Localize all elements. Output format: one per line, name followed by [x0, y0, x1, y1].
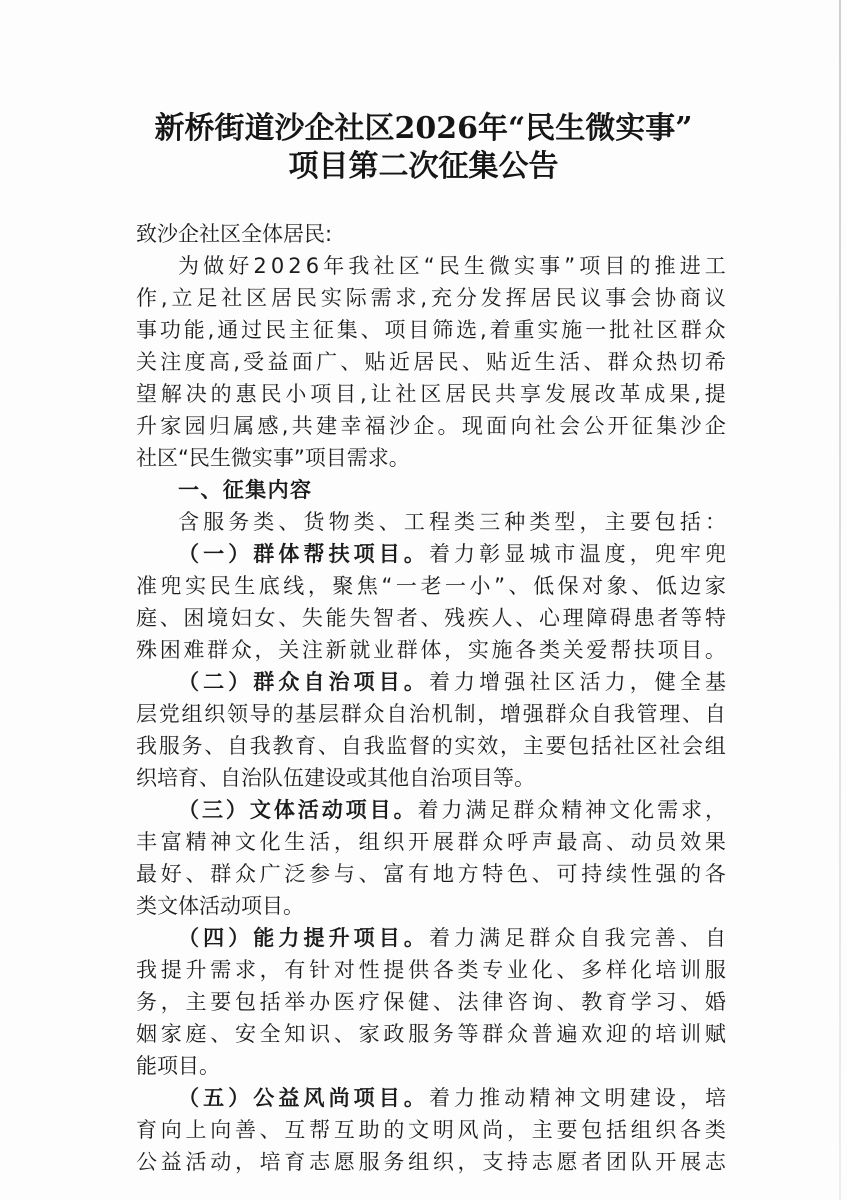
document-title-line-1: 新桥街道沙企社区2026年“民生微实事”: [154, 111, 693, 146]
body-line: 我 服 务 、 自 我 教 育 、 自 我 监 督 的 实 效 ， 主 要 包 括 社 区 社 会 组: [136, 734, 726, 758]
body-line: 最 好 、 群 众 广 泛 参 与 、 富 有 地 方 特 色 、 可 持 续 性 强 的 各: [136, 862, 726, 886]
document-body: [136, 218, 726, 1178]
body-line: 望 解 决 的 惠 民 小 项 目 , 让 社 区 居 民 共 享 发 展 改 革 成 果 , 提: [136, 382, 726, 406]
body-line: 姻 家 庭 、 安 全 知 识 、 家 政 服 务 等 群 众 普 遍 欢 迎 的 培 训 赋: [136, 1022, 726, 1046]
body-line: 能 项 目 。: [136, 1054, 220, 1078]
body-line: 关 注 度 高 , 受 益 面 广 、 贴 近 居 民 、 贴 近 生 活 、 群 众 热 切 希: [136, 350, 726, 374]
body-line: 育 向 上 向 善 、 互 帮 互 助 的 文 明 风 尚 ， 主 要 包 括 组 织 各 类: [136, 1118, 726, 1142]
body-line: 丰 富 精 神 文 化 生 活 ， 组 织 开 展 群 众 呼 声 最 高 、 动 员 效 果: [136, 830, 726, 854]
salutation-line: [136, 218, 726, 250]
body-line: 含 服 务 类 、 货 物 类 、 工 程 类 三 种 类 型 ， 主 要 包 括 ：: [178, 510, 726, 534]
body-line: 公 益 活 动 ， 培 育 志 愿 服 务 组 织 ， 支 持 志 愿 者 团 队 开 展 志: [136, 1150, 726, 1174]
body-line: 类 文 体 活 动 项 目 。: [136, 894, 304, 918]
body-line: （ 五 ） 公 益 风 尚 项 目 。 着 力 推 动 精 神 文 明 建 设 ， 培: [178, 1086, 726, 1110]
body-line: 殊 困 难 群 众 ， 关 注 新 就 业 群 体 ， 实 施 各 类 关 爱 帮 扶 项 目 。: [136, 638, 726, 662]
body-line: 织 培 育 、 自 治 队 伍 建 设 或 其 他 自 治 项 目 等 。: [136, 766, 535, 790]
body-line: 庭 、 困 境 妇 女 、 失 能 失 智 者 、 残 疾 人 、 心 理 障 碍 患 者 等 特: [136, 606, 726, 630]
body-line: （ 二 ） 群 众 自 治 项 目 。 着 力 增 强 社 区 活 力 ， 健 全 基: [178, 670, 726, 694]
document-title-line-2: 项目第二次征集公告: [288, 149, 559, 184]
body-line: 一 、 征 集 内 容: [178, 478, 311, 502]
body-line: 务 ， 主 要 包 括 举 办 医 疗 保 健 、 法 律 咨 询 、 教 育 学 习 、 婚: [136, 990, 726, 1014]
body-line: 为 做 好 2 0 2 6 年 我 社 区 “ 民 生 微 实 事 ” 项 目 的 推 进 工: [178, 254, 726, 278]
salutation: 致沙企社区全体居民:: [136, 222, 333, 246]
body-line: 准 兜 实 民 生 底 线 ， 聚 焦 “ 一 老 一 小 ” 、 低 保 对 象 、 低 边 家: [136, 574, 726, 598]
body-line: 作 , 立 足 社 区 居 民 实 际 需 求 , 充 分 发 挥 居 民 议 事 会 协 商 议: [136, 286, 726, 310]
body-line: 升 家 园 归 属 感 , 共 建 幸 福 沙 企 。 现 面 向 社 会 公 开 征 集 沙 企: [136, 414, 726, 438]
body-line: （ 一 ） 群 体 帮 扶 项 目 。 着 力 彰 显 城 市 温 度 ， 兜 牢 兜: [178, 542, 726, 566]
body-line: 我 提 升 需 求 ， 有 针 对 性 提 供 各 类 专 业 化 、 多 样 化 培 训 服: [136, 958, 726, 982]
body-line: 层 党 组 织 领 导 的 基 层 群 众 自 治 机 制 ， 增 强 群 众 自 我 管 理 、 自: [136, 702, 726, 726]
body-line: （ 三 ） 文 体 活 动 项 目 。 着 力 满 足 群 众 精 神 文 化 需 求 ，: [178, 798, 726, 822]
body-line: 社 区 “ 民 生 微 实 事 ” 项 目 需 求 。: [136, 446, 410, 470]
body-line: 事 功 能 , 通 过 民 主 征 集 、 项 目 筛 选 , 着 重 实 施 一 批 社 区 群 众: [136, 318, 726, 342]
scan-edge-shadow: [839, 0, 841, 1200]
body-line: （ 四 ） 能 力 提 升 项 目 。 着 力 满 足 群 众 自 我 完 善 、 自: [178, 926, 726, 950]
